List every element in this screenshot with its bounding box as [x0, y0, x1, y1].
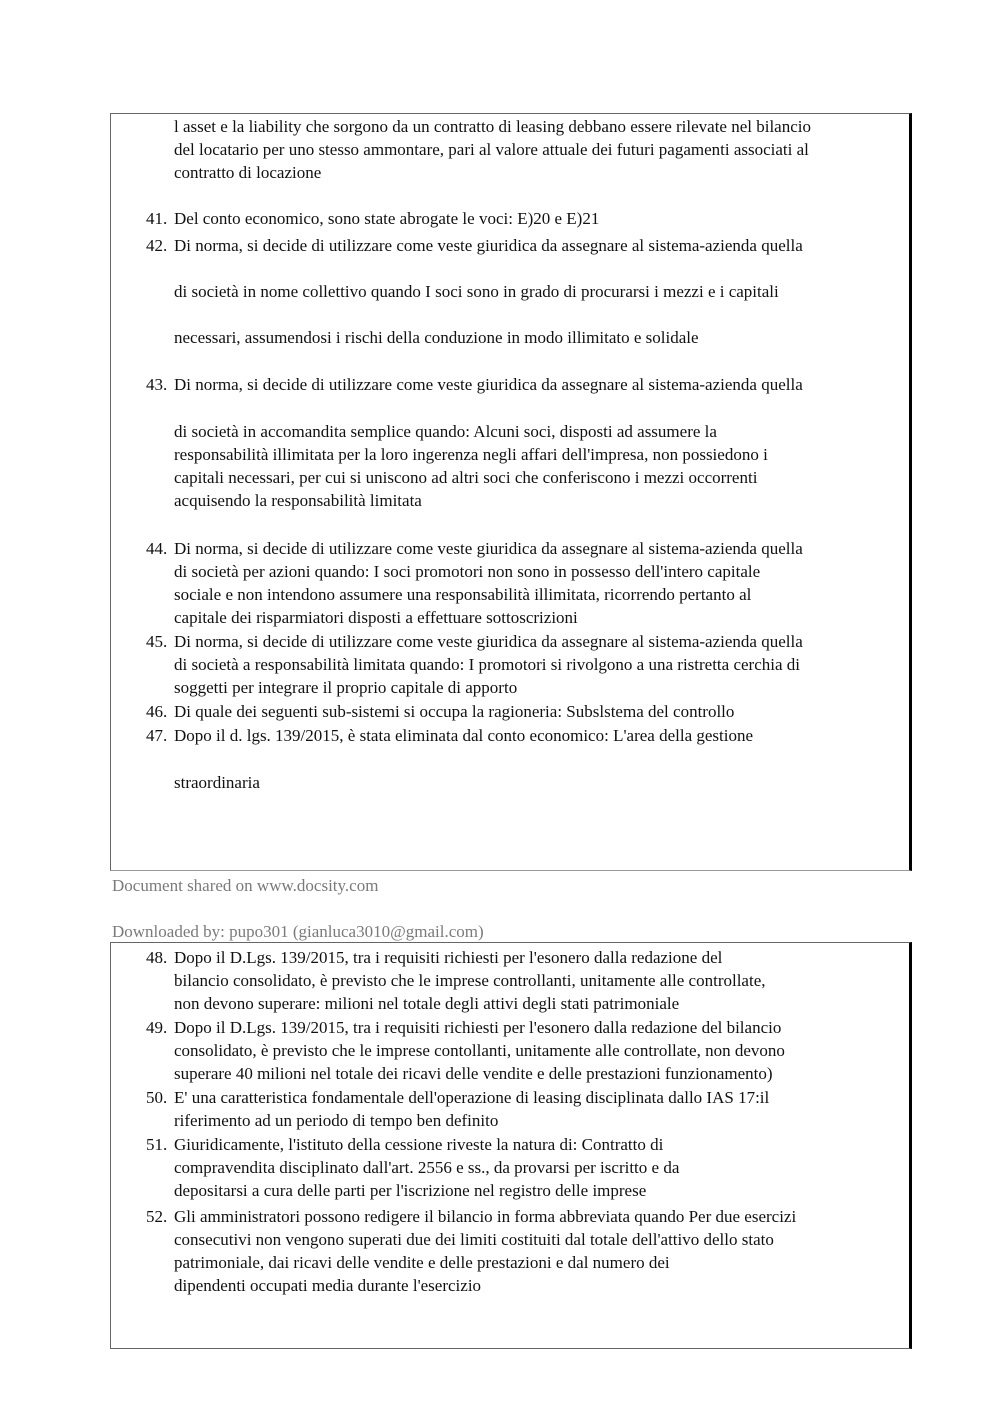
item-text: Di norma, si decide di utilizzare come veste giuridica da assegnare al sistema-azienda quella [174, 236, 803, 255]
item-number: 47. [146, 726, 168, 745]
item-text: bilancio consolidato, è previsto che le imprese controllanti, unitamente alle controllate, [174, 971, 766, 990]
item-text: Di quale dei seguenti sub-sistemi si occupa la ragioneria: Subslstema del controllo [174, 702, 735, 721]
item-text: consolidato, è previsto che le imprese contollanti, unitamente alle controllate, non devono [174, 1041, 785, 1060]
item-number: 49. [146, 1018, 168, 1037]
item-text: superare 40 milioni nel totale dei ricavi delle vendite e delle prestazioni funzionamento) [174, 1064, 773, 1083]
item-text: capitali necessari, per cui si uniscono ad altri soci che conferiscono i mezzi occorrenti [174, 468, 758, 487]
docsity-shared-note: Document shared on www.docsity.com [112, 876, 379, 895]
item-number: 41. [146, 209, 168, 228]
item-text: necessari, assumendosi i rischi della conduzione in modo illimitato e solidale [174, 328, 699, 347]
item-number: 42. [146, 236, 168, 255]
item-number: 46. [146, 702, 168, 721]
item-text: compravendita disciplinato dall'art. 2556 e ss., da provarsi per iscritto e da [174, 1158, 680, 1177]
item-text: Dopo il D.Lgs. 139/2015, tra i requisiti richiesti per l'esonero dalla redazione del [174, 948, 723, 967]
item-number: 52. [146, 1207, 168, 1226]
item-text: dipendenti occupati media durante l'esercizio [174, 1276, 482, 1295]
item-text: straordinaria [174, 773, 260, 792]
item-text: Di norma, si decide di utilizzare come veste giuridica da assegnare al sistema-azienda quella [174, 539, 803, 558]
item-text: E' una caratteristica fondamentale dell'operazione di leasing disciplinata dallo IAS 17:il [174, 1088, 770, 1107]
item-number: 45. [146, 632, 168, 651]
item-text: Dopo il D.Lgs. 139/2015, tra i requisiti richiesti per l'esonero dalla redazione del bilancio [174, 1018, 782, 1037]
item-text: di società a responsabilità limitata quando: I promotori si rivolgono a una ristretta cerchia di [174, 655, 800, 674]
item-number: 44. [146, 539, 168, 558]
item-text: sociale e non intendono assumere una responsabilità illimitata, ricorrendo pertanto al [174, 585, 752, 604]
item-number: 43. [146, 375, 168, 394]
item-number: 48. [146, 948, 168, 967]
item-text: soggetti per integrare il proprio capitale di apporto [174, 678, 518, 697]
item-text: responsabilità illimitata per la loro ingerenza negli affari dell'impresa, non possiedono i [174, 445, 768, 464]
item-text: capitale dei risparmiatori disposti a effettuare sottoscrizioni [174, 608, 578, 627]
item-text: Di norma, si decide di utilizzare come veste giuridica da assegnare al sistema-azienda quella [174, 375, 803, 394]
item-text: di società in nome collettivo quando I soci sono in grado di procurarsi i mezzi e i capitali [174, 282, 779, 301]
continuation-line: del locatario per uno stesso ammontare, pari al valore attuale dei futuri pagamenti associati al [174, 140, 809, 159]
item-text: Del conto economico, sono state abrogate le voci: E)20 e E)21 [174, 209, 600, 228]
continuation-line: l asset e la liability che sorgono da un contratto di leasing debbano essere rilevate nel bilancio [174, 117, 811, 136]
download-info: Downloaded by: pupo301 (gianluca3010@gmail.com) [112, 922, 484, 941]
item-text: consecutivi non vengono superati due dei limiti costituiti dal totale dell'attivo dello stato [174, 1230, 774, 1249]
item-text: Dopo il d. lgs. 139/2015, è stata eliminata dal conto economico: L'area della gestione [174, 726, 754, 745]
item-text: Gli amministratori possono redigere il bilancio in forma abbreviata quando Per due esercizi [174, 1207, 797, 1226]
item-number: 50. [146, 1088, 168, 1107]
item-text: riferimento ad un periodo di tempo ben definito [174, 1111, 499, 1130]
item-text: Di norma, si decide di utilizzare come veste giuridica da assegnare al sistema-azienda quella [174, 632, 803, 651]
item-text: non devono superare: milioni nel totale degli attivi degli stati patrimoniale [174, 994, 680, 1013]
item-text: di società in accomandita semplice quando: Alcuni soci, disposti ad assumere la [174, 422, 717, 441]
item-text: di società per azioni quando: I soci promotori non sono in possesso dell'intero capitale [174, 562, 761, 581]
item-text: acquisendo la responsabilità limitata [174, 491, 422, 510]
item-text: Giuridicamente, l'istituto della cessione riveste la natura di: Contratto di [174, 1135, 664, 1154]
item-text: depositarsi a cura delle parti per l'iscrizione nel registro delle imprese [174, 1181, 647, 1200]
item-text: patrimoniale, dai ricavi delle vendite e delle prestazioni e dal numero dei [174, 1253, 670, 1272]
continuation-line: contratto di locazione [174, 163, 322, 182]
item-number: 51. [146, 1135, 168, 1154]
